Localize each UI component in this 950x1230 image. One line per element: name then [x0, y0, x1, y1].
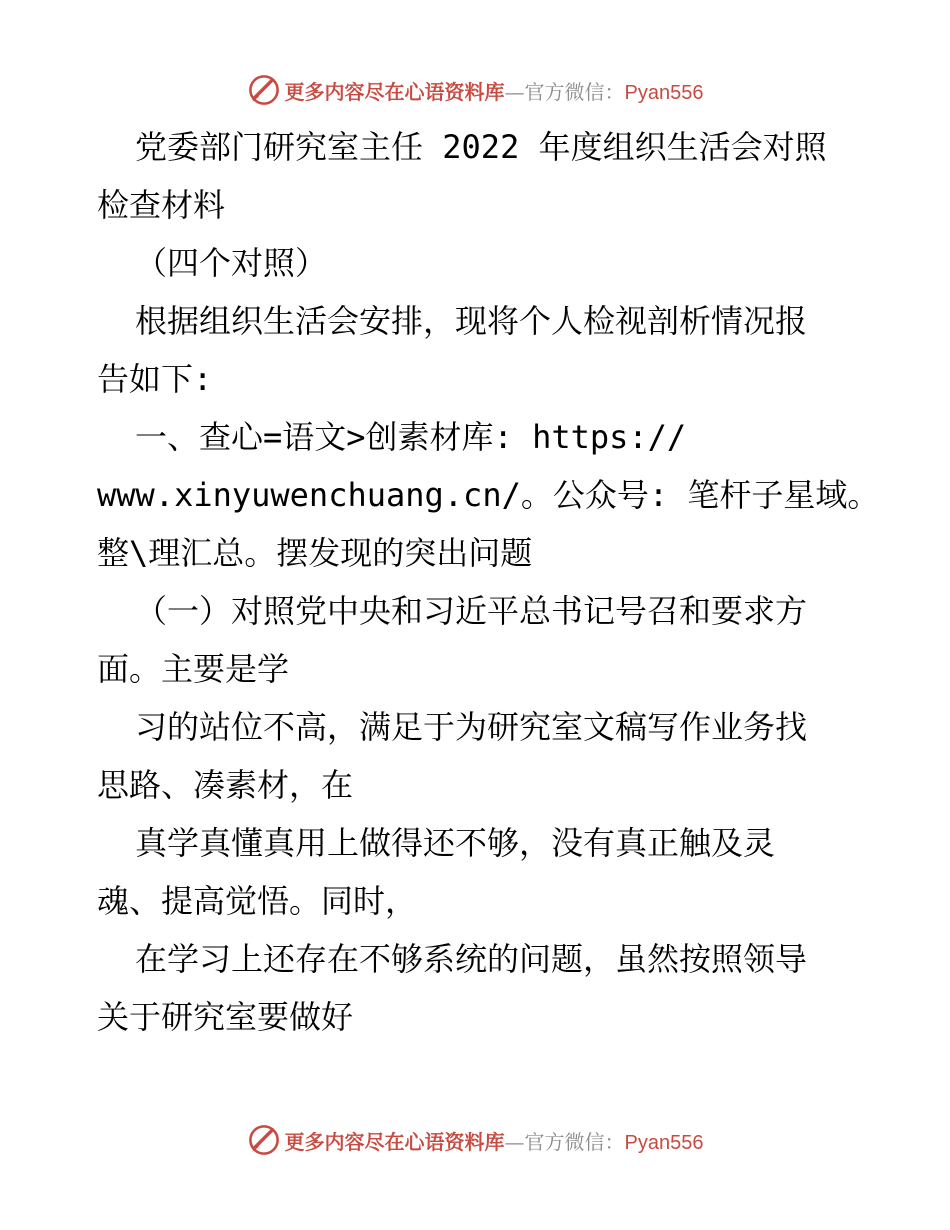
- paragraph-line: 真学真懂真用上做得还不够，没有真正触及灵: [135, 824, 776, 862]
- paragraph-line: 思路、凑素材，在: [97, 766, 354, 804]
- paragraph-line: 告如下:: [97, 360, 213, 398]
- section-heading: 一、查心=语文>创素材库: https://: [135, 418, 687, 456]
- document-subtitle: （四个对照）: [135, 244, 328, 282]
- paragraph-line: 在学习上还存在不够系统的问题，虽然按照领导: [135, 940, 808, 978]
- document-title-cont: 检查材料: [97, 186, 226, 224]
- subsection-heading: （一）对照党中央和习近平总书记号召和要求方: [135, 592, 808, 630]
- paragraph-line: 整\理汇总。摆发现的突出问题: [97, 534, 533, 572]
- paragraph-line: 关于研究室要做好: [97, 998, 354, 1036]
- banner-text: 更多内容尽在心语资料库—官方微信：Pyan556: [284, 1129, 704, 1154]
- paragraph-line: 魂、提高觉悟。同时，: [97, 882, 418, 920]
- pen-logo-icon: [247, 73, 281, 107]
- paragraph-line: 根据组织生活会安排，现将个人检视剖析情况报: [135, 302, 808, 340]
- document-title: 党委部门研究室主任 2022 年度组织生活会对照: [135, 128, 827, 166]
- document-body: [97, 118, 880, 1046]
- pen-logo-icon: [247, 1123, 281, 1157]
- paragraph-line: www.xinyuwenchuang.cn/。公众号: 笔杆子星域。: [97, 476, 880, 514]
- paragraph-line: 面。主要是学: [97, 650, 290, 688]
- header-banner: [0, 70, 950, 110]
- footer-banner: [0, 1120, 950, 1160]
- banner-text: 更多内容尽在心语资料库—官方微信：Pyan556: [284, 79, 704, 104]
- paragraph-line: 习的站位不高，满足于为研究室文稿写作业务找: [135, 708, 808, 746]
